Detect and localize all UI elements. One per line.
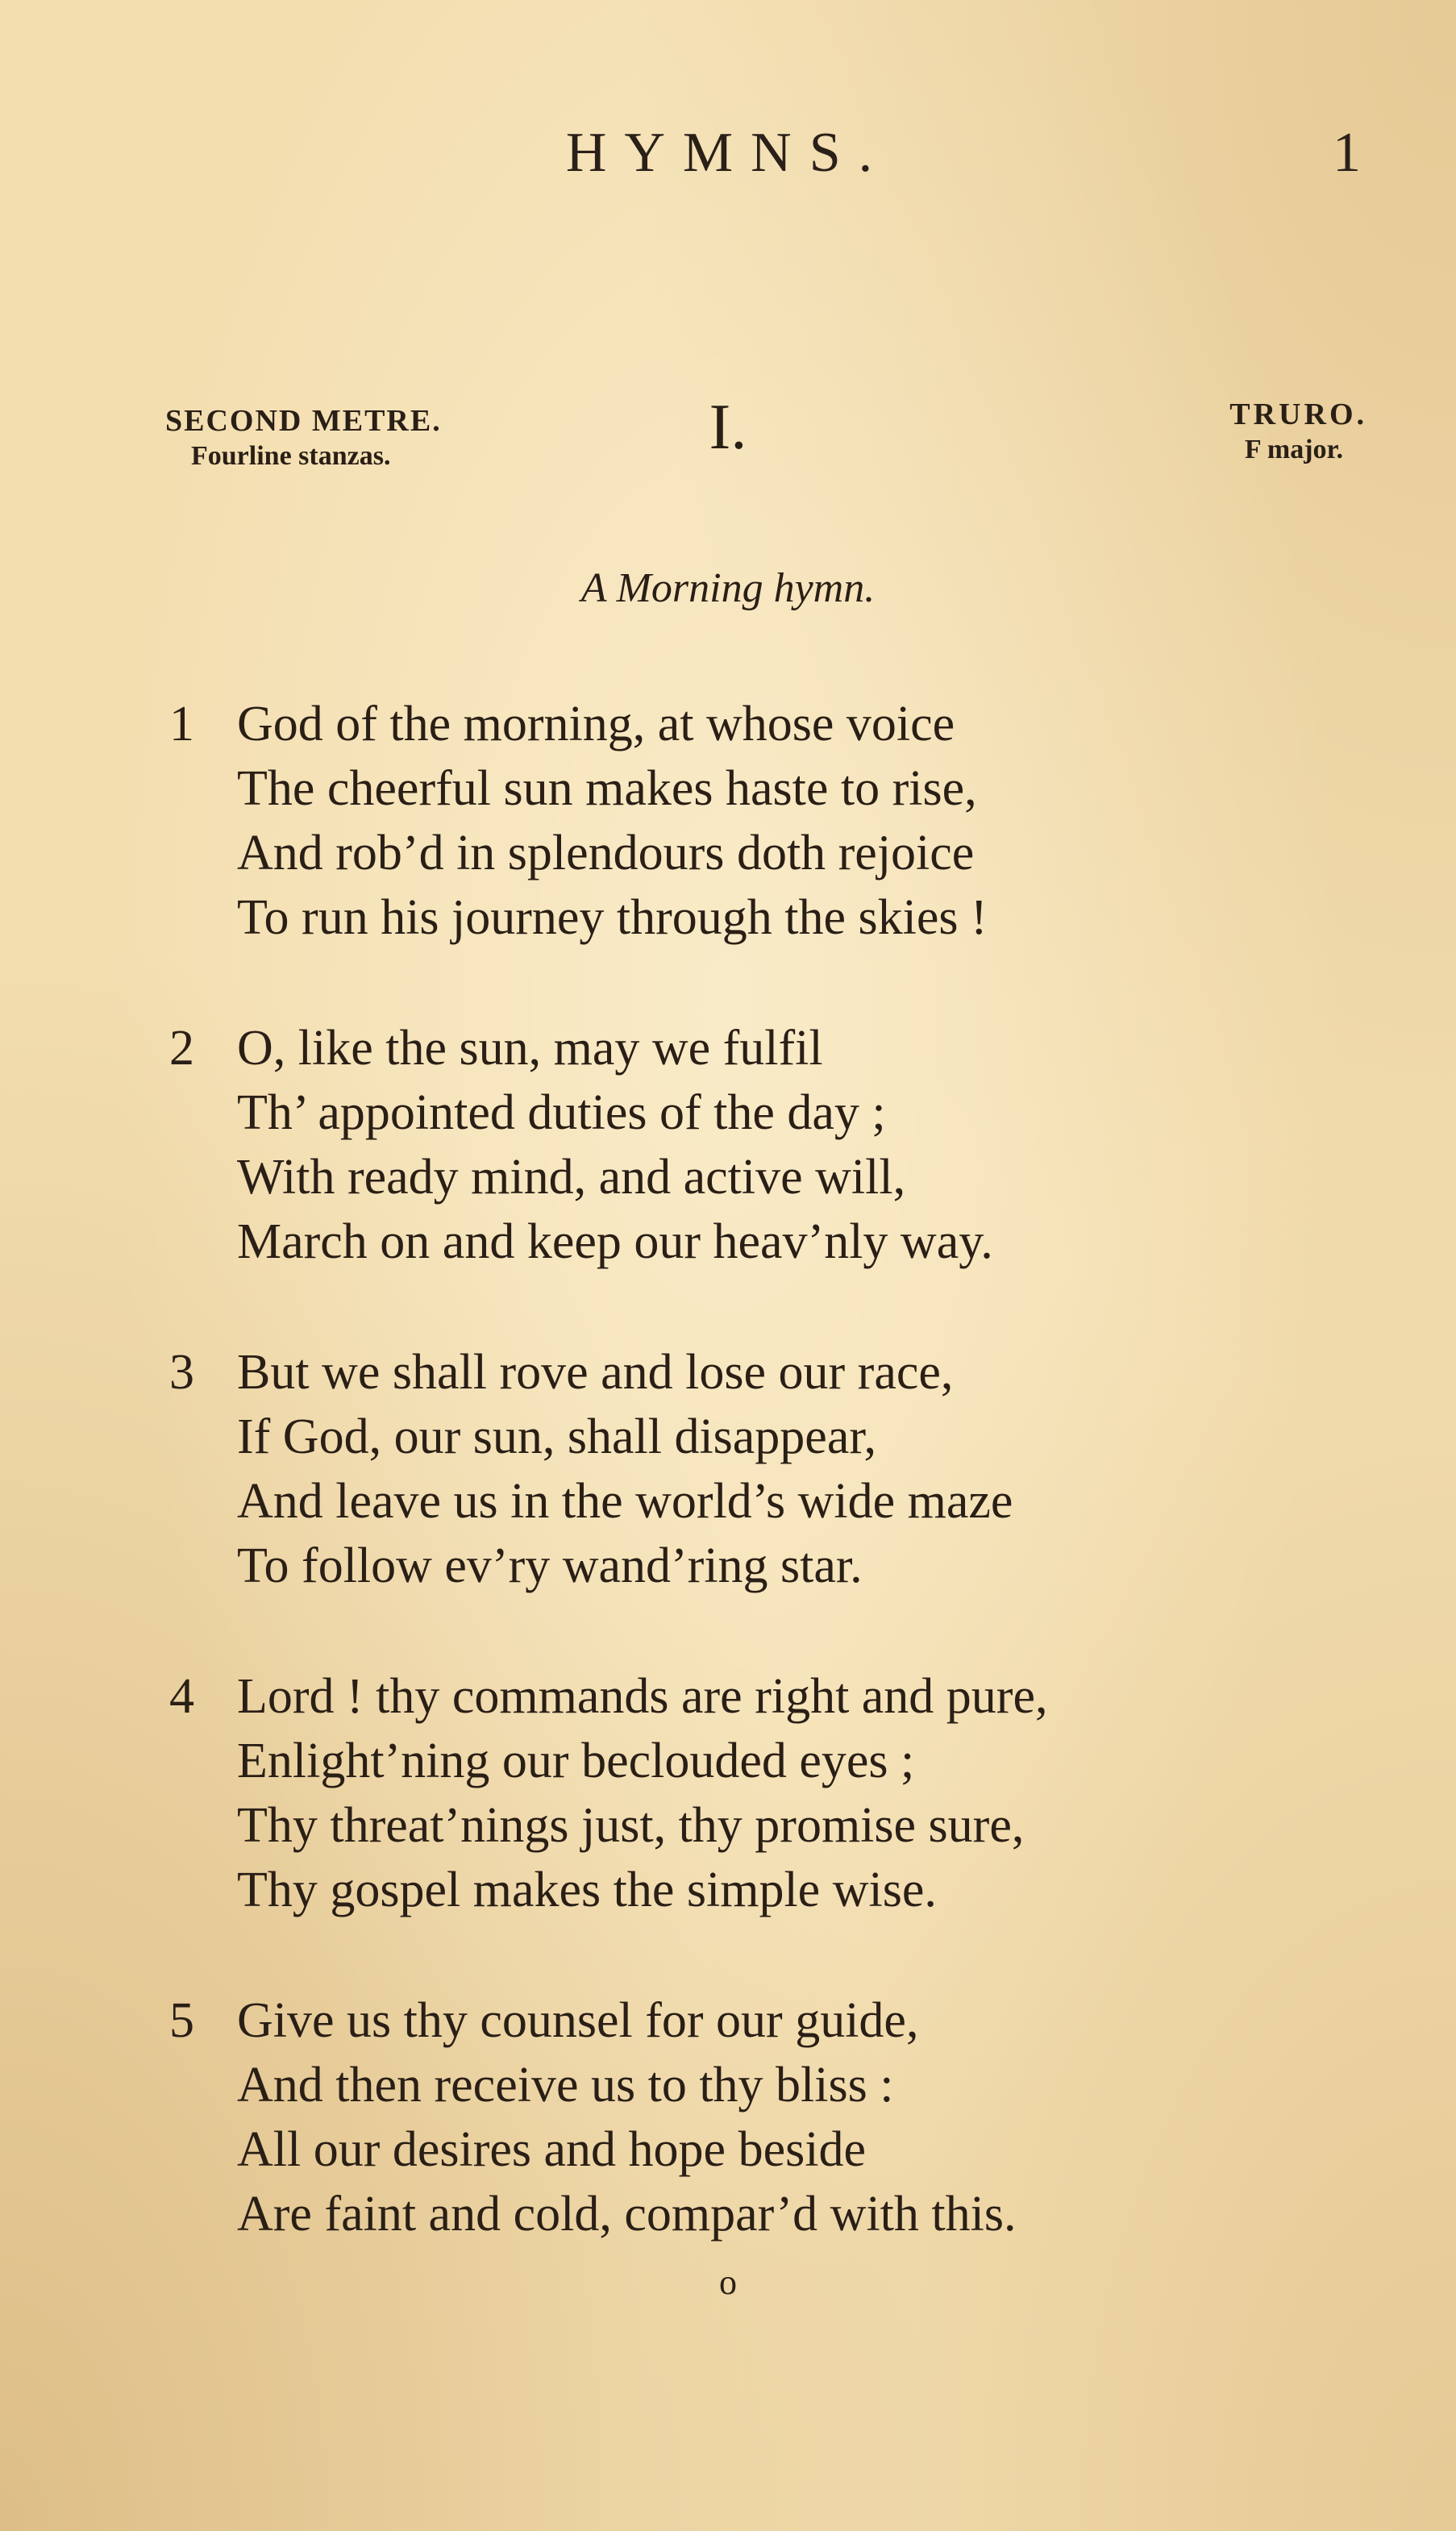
page-number: 1 (1333, 122, 1361, 184)
hymn-number: I. (709, 392, 747, 463)
tune-label (1229, 397, 1367, 468)
verse-line: But we shall rove and lose our race, (237, 1345, 954, 1400)
verse-line: Thy threat’nings just, thy promise sure, (237, 1798, 1025, 1853)
stanza (169, 692, 1338, 950)
verse-line: Enlight’ning our beclouded eyes ; (237, 1734, 915, 1788)
stanza-number: 1 (169, 697, 194, 751)
stanza-number: 5 (169, 1993, 194, 2048)
verse-line: All our desires and hope beside (237, 2122, 866, 2177)
hymn-title: A Morning hymn. (580, 565, 876, 611)
verse-line: Give us thy counsel for our guide, (237, 1993, 919, 2048)
stanza-number: 2 (169, 1021, 194, 1076)
signature-mark: o (719, 2262, 737, 2302)
verse-line: With ready mind, and active will, (237, 1150, 906, 1205)
verse-line: And rob’d in splendours doth rejoice (237, 826, 975, 880)
stanza-number: 3 (169, 1345, 194, 1400)
running-head: HYMNS. (565, 122, 891, 184)
verse-line: God of the morning, at whose voice (237, 697, 955, 751)
verse-line: Thy gospel makes the simple wise. (237, 1863, 937, 1917)
verse-line: O, like the sun, may we fulfil (237, 1021, 823, 1076)
stanza (169, 1664, 1338, 1922)
verse-line: And leave us in the world’s wide maze (237, 1474, 1013, 1529)
verse-line: The cheerful sun makes haste to rise, (237, 761, 977, 816)
stanza (169, 1988, 1338, 2246)
verse-line: And then receive us to thy bliss : (237, 2058, 894, 2113)
verse-line: March on and keep our heav’nly way. (237, 1214, 993, 1269)
tune-key: F major. (1244, 435, 1343, 464)
verse-line: Are faint and cold, compar’d with this. (237, 2187, 1017, 2242)
stanza (169, 1016, 1338, 1274)
stanza (169, 1340, 1338, 1598)
stanza-number: 4 (169, 1669, 194, 1724)
verse-line: If God, our sun, shall disappear, (237, 1409, 877, 1464)
verse-line: To run his journey through the skies ! (237, 890, 988, 945)
metre-name: SECOND METRE. (165, 404, 442, 438)
stanza-list (169, 692, 1338, 2312)
metre-stanza-form: Fourline stanzas. (191, 441, 391, 471)
verse-line: Lord ! thy commands are right and pure, (237, 1669, 1048, 1724)
verse-line: To follow ev’ry wand’ring star. (237, 1538, 863, 1593)
tune-name: TRURO. (1229, 398, 1367, 431)
verse-line: Th’ appointed duties of the day ; (237, 1085, 886, 1140)
